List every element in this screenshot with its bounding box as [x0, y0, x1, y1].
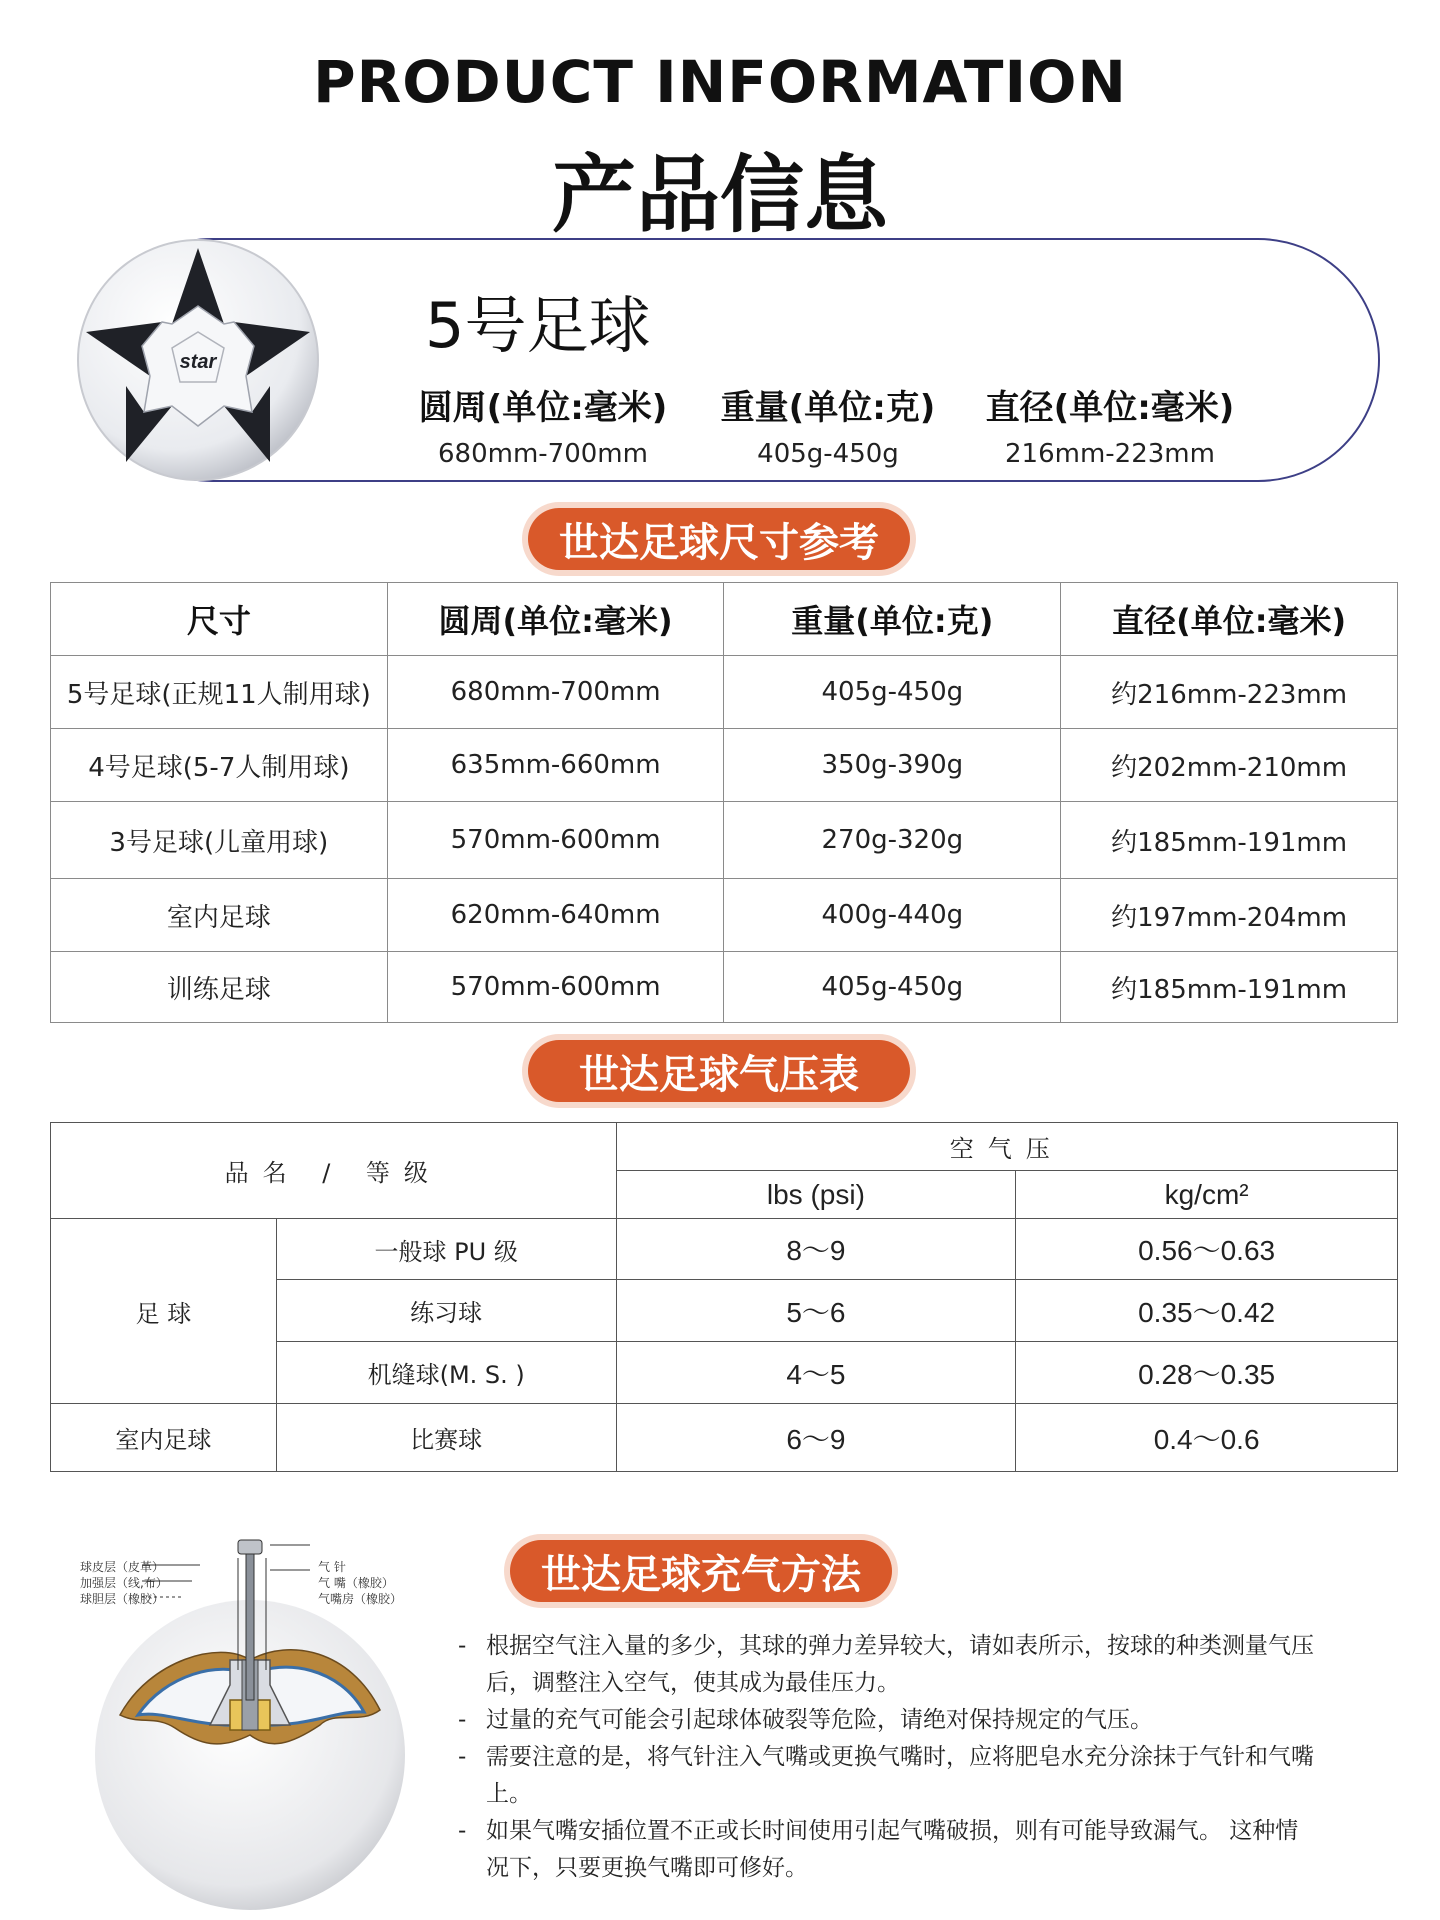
psi-cell: 8～9 [616, 1219, 1016, 1280]
table-cell: 3号足球(儿童用球) [51, 802, 388, 879]
kg-cell: 0.35～0.42 [1016, 1280, 1398, 1342]
psi-cell: 6～9 [616, 1404, 1016, 1472]
ball-brand-logo: star [179, 351, 217, 373]
table-cell: 约185mm-191mm [1061, 802, 1398, 879]
kg-cell: 0.28～0.35 [1016, 1342, 1398, 1404]
label-reinforce-layer: 加强层（线,布） [80, 1576, 168, 1590]
spec-value: 680mm-700mm [438, 439, 648, 469]
note-text: 根据空气注入量的多少，其球的弹力差异较大，请如表所示，按球的种类测量气压后，调整注入空气，使其成为最佳压力。 [486, 1633, 1314, 1696]
kg-cell: 0.4～0.6 [1016, 1404, 1398, 1472]
group-soccer: 足 球 [51, 1219, 277, 1404]
table-cell: 训练足球 [51, 952, 388, 1023]
table-row [51, 952, 1398, 1023]
table-cell: 约185mm-191mm [1061, 952, 1398, 1023]
table-cell: 350g-390g [724, 729, 1061, 802]
grade-cell: 一般球 PU 级 [276, 1219, 616, 1280]
pressure-table [50, 1122, 1398, 1472]
spec-value: 405g-450g [757, 439, 899, 469]
table-cell: 5号足球(正规11人制用球) [51, 656, 388, 729]
label-skin-layer: 球皮层（皮革） [80, 1560, 165, 1574]
table-cell: 400g-440g [724, 879, 1061, 952]
page-title-cn: 产品信息 [551, 146, 888, 244]
header-cell: 圆周(单位:毫米) [387, 583, 724, 656]
header-cell: 重量(单位:克) [724, 583, 1061, 656]
page-title-en: PRODUCT INFORMATION [313, 48, 1127, 116]
spec-value: 216mm-223mm [1005, 439, 1215, 469]
table-cell: 约202mm-210mm [1061, 729, 1398, 802]
spec-label: 圆周(单位:毫米) [418, 388, 668, 428]
label-bladder-layer: 球胆层（橡胶） [80, 1592, 165, 1606]
psi-cell: 4～5 [616, 1342, 1016, 1404]
list-item: - 需要注意的是，将气针注入气嘴或更换气嘴时，应将肥皂水充分涂抹于气针和气嘴上。 [458, 1739, 1318, 1813]
grade-cell: 机缝球(M. S. ) [276, 1342, 616, 1404]
spec-diameter [985, 380, 1235, 469]
grade-cell: 比赛球 [276, 1404, 616, 1472]
header-cell: 直径(单位:毫米) [1061, 583, 1398, 656]
spec-weight [718, 380, 938, 469]
soccer-ball-image [74, 236, 322, 484]
size-table [50, 582, 1398, 1023]
product-name: 5号足球 [425, 289, 651, 362]
table-cell: 室内足球 [51, 879, 388, 952]
table-row [51, 1219, 1398, 1280]
psi-cell: 5～6 [616, 1280, 1016, 1342]
size-heading: 世达足球尺寸参考 [528, 508, 910, 570]
table-cell: 405g-450g [724, 656, 1061, 729]
label-valve: 气 嘴（橡胶） [318, 1576, 394, 1590]
table-row [51, 879, 1398, 952]
inflate-heading: 世达足球充气方法 [510, 1540, 892, 1602]
table-cell: 4号足球(5-7人制用球) [51, 729, 388, 802]
table-cell: 680mm-700mm [387, 656, 724, 729]
table-cell: 约197mm-204mm [1061, 879, 1398, 952]
note-text: 需要注意的是，将气针注入气嘴或更换气嘴时，应将肥皂水充分涂抹于气针和气嘴上。 [486, 1744, 1314, 1807]
unit-kg-header: kg/cm² [1016, 1171, 1398, 1219]
pressure-heading: 世达足球气压表 [528, 1040, 910, 1102]
list-item: - 根据空气注入量的多少，其球的弹力差异较大，请如表所示，按球的种类测量气压后，调整注入空气，使其成为最佳压力。 [458, 1628, 1318, 1702]
spec-circumference [418, 380, 668, 469]
table-cell: 570mm-600mm [387, 802, 724, 879]
unit-psi-header: lbs (psi) [616, 1171, 1016, 1219]
table-cell: 635mm-660mm [387, 729, 724, 802]
grade-cell: 练习球 [276, 1280, 616, 1342]
kg-cell: 0.56～0.63 [1016, 1219, 1398, 1280]
table-cell: 约216mm-223mm [1061, 656, 1398, 729]
table-row [51, 729, 1398, 802]
note-text: 过量的充气可能会引起球体破裂等危险，请绝对保持规定的气压。 [486, 1707, 1153, 1733]
table-row [51, 656, 1398, 729]
ball-valve-diagram [80, 1510, 410, 1910]
note-text: 如果气嘴安插位置不正或长时间使用引起气嘴破损，则有可能导致漏气。 这种情况下，只要更换气嘴即可修好。 [486, 1818, 1299, 1881]
table-cell: 270g-320g [724, 802, 1061, 879]
inflation-notes [458, 1628, 1318, 1887]
table-row [51, 1404, 1398, 1472]
header-cell: 尺寸 [51, 583, 388, 656]
table-cell: 570mm-600mm [387, 952, 724, 1023]
table-cell: 405g-450g [724, 952, 1061, 1023]
table-header-row [51, 583, 1398, 656]
spec-label: 直径(单位:毫米) [985, 388, 1235, 428]
table-row [51, 802, 1398, 879]
label-valve-room: 气嘴房（橡胶） [318, 1592, 403, 1606]
name-grade-header: 品名 / 等级 [51, 1123, 617, 1219]
list-item: - 如果气嘴安插位置不正或长时间使用引起气嘴破损，则有可能导致漏气。 这种情况下，只要更换气嘴即可修好。 [458, 1813, 1318, 1887]
group-indoor: 室内足球 [51, 1404, 277, 1472]
air-pressure-header: 空气压 [616, 1123, 1397, 1171]
spec-label: 重量(单位:克) [720, 388, 936, 428]
list-item: - 过量的充气可能会引起球体破裂等危险，请绝对保持规定的气压。 [458, 1702, 1318, 1739]
label-needle: 气 针 [318, 1560, 346, 1574]
table-cell: 620mm-640mm [387, 879, 724, 952]
